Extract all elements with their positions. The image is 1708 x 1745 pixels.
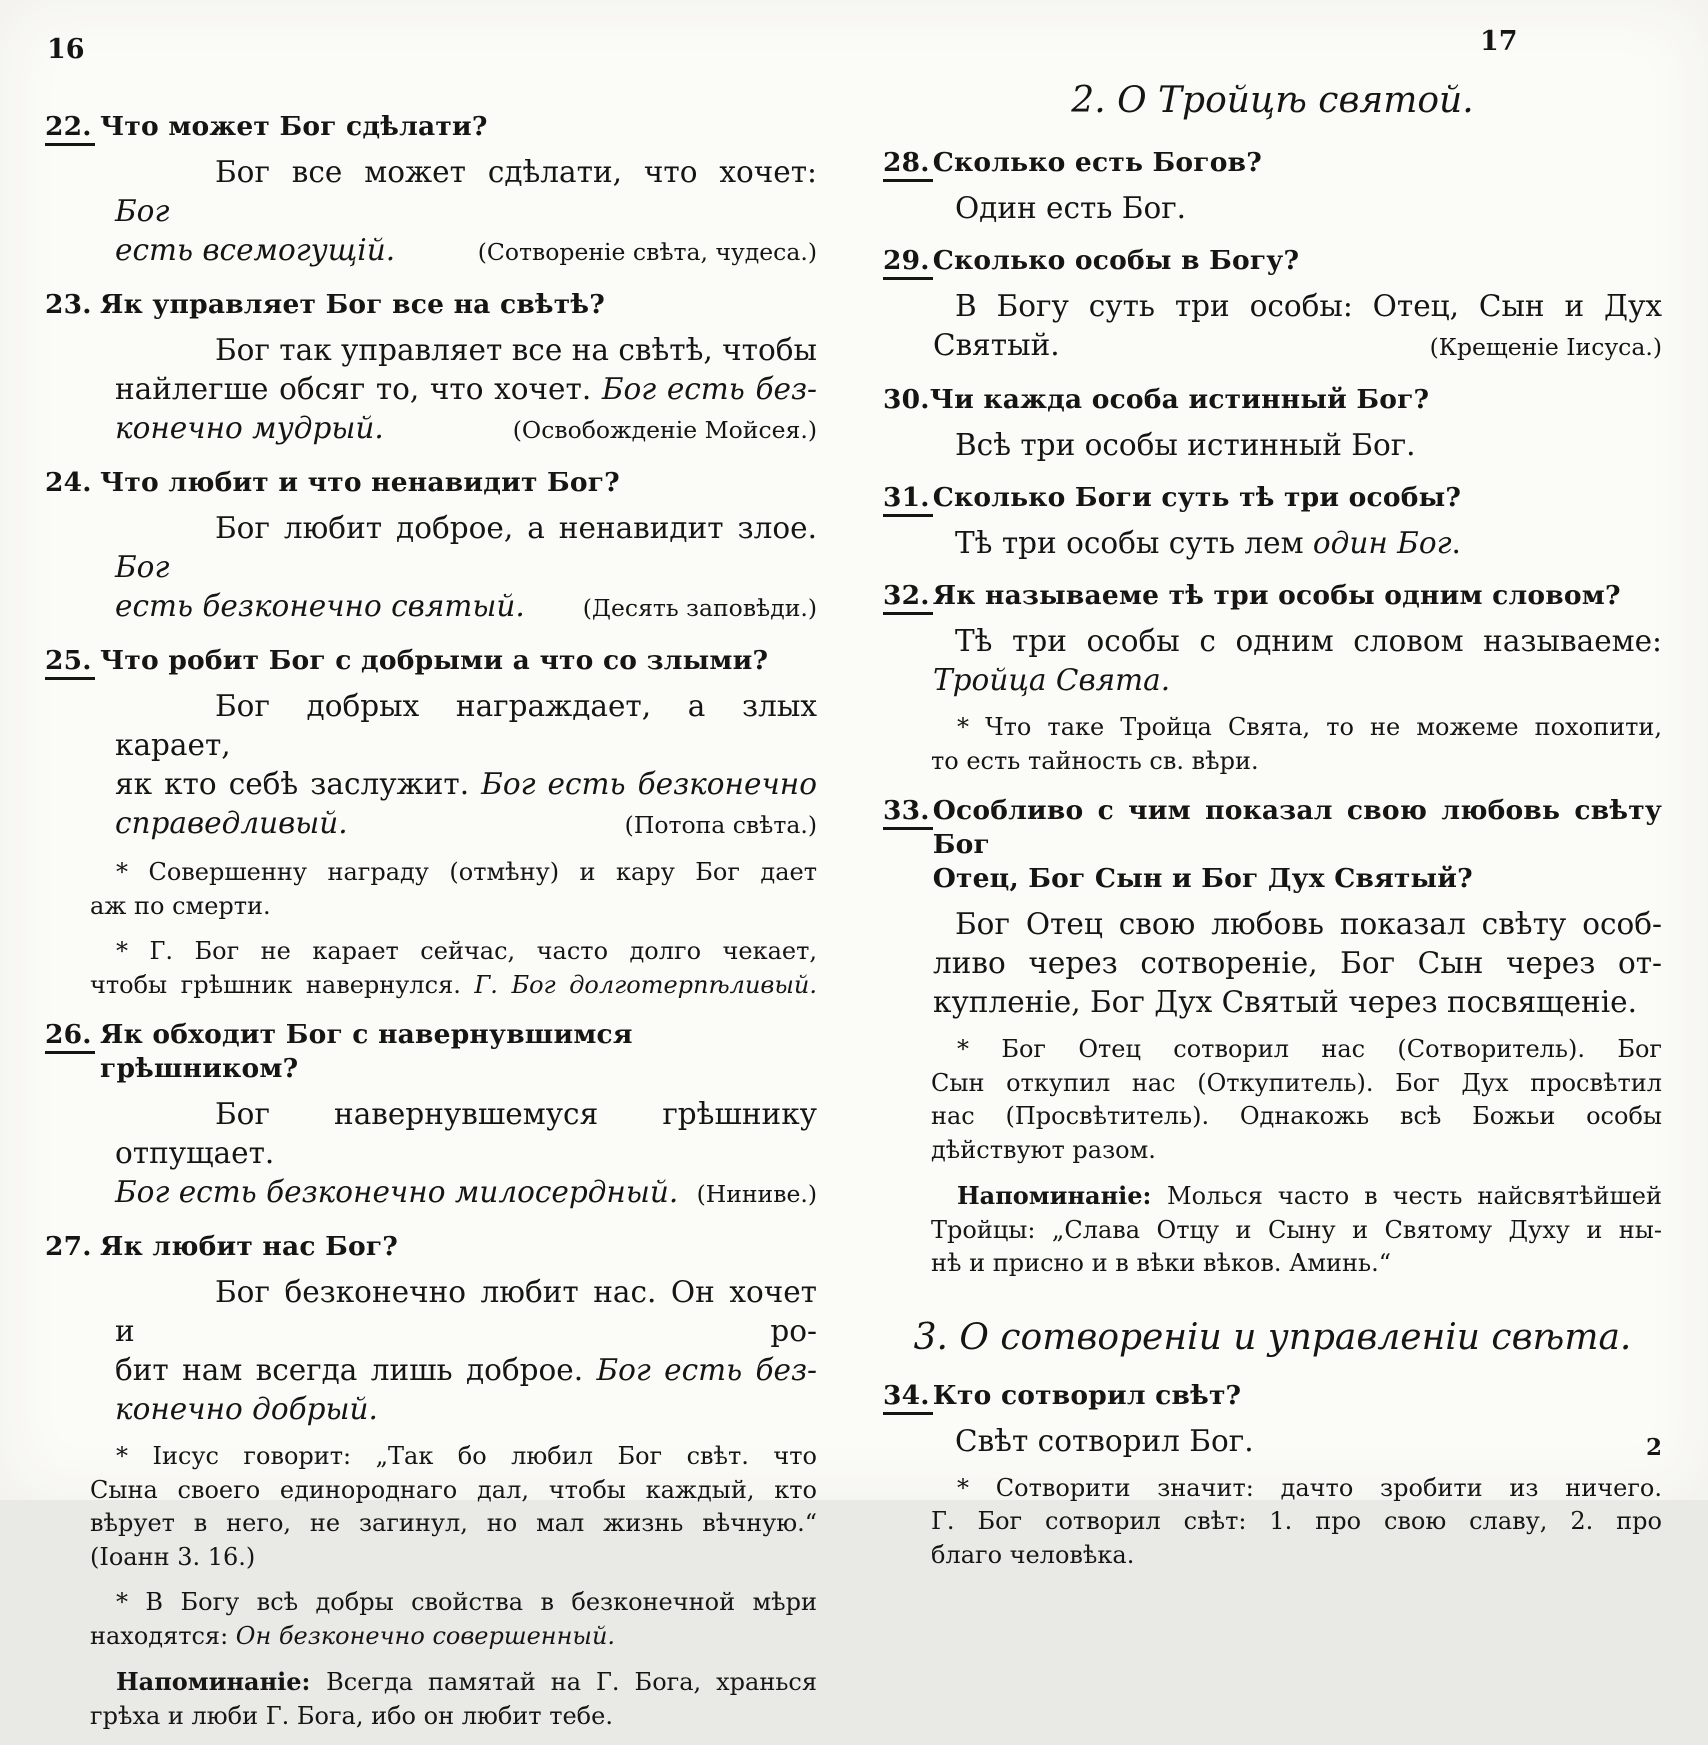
question-number-text: 30.: [883, 384, 930, 415]
question-number-text: 26.: [45, 1019, 95, 1054]
text-line: [931, 1539, 1662, 1573]
text-line: [90, 969, 817, 1003]
question-item: [45, 644, 817, 678]
text-line: [115, 687, 817, 765]
section-heading: 2. О Тройцѣ святой.: [1071, 80, 1474, 121]
text-segment: Бог все может сдѣлати, что хочет:: [215, 155, 817, 189]
text-segment: найлегше обсяг то, что хочет.: [115, 372, 602, 406]
answer-paragraph: [115, 153, 817, 272]
text-segment: есть всемогущій.: [115, 233, 396, 267]
note-paragraph: [931, 1033, 1662, 1167]
text-segment: ливо через сотвореніе, Бог Сын через от-: [933, 946, 1662, 980]
text-line: [931, 1505, 1662, 1539]
scripture-reference: (Сотвореніе свѣта, чудеса.): [477, 238, 817, 266]
question-number-text: 29.: [883, 245, 933, 280]
question-number: [45, 288, 100, 322]
question-text: [100, 1018, 817, 1086]
text-segment: то есть тайность св. вѣри.: [931, 746, 1259, 775]
text-segment: Всегда памятай на Г. Бога, хранься: [326, 1668, 817, 1696]
question-item: [883, 481, 1662, 515]
question-number-text: 32.: [883, 580, 933, 615]
text-line: [931, 1100, 1662, 1134]
line-text: [115, 409, 384, 448]
text-line: [115, 509, 817, 587]
question-line: Кто сотворил свѣт?: [932, 1379, 1242, 1411]
scripture-reference: (Крещеніе Іисуса.): [1429, 333, 1662, 361]
line-text: [933, 326, 1060, 365]
text-segment: * Іисус говорит: „Так бо любил Бог свѣт. что: [116, 1442, 817, 1470]
question-text: [933, 794, 1662, 896]
text-segment: Сына своего единороднаго дал, чтобы каждый, кто: [90, 1475, 817, 1504]
text-segment: грѣха и люби Г. Бога, ибо он любит тебе.: [90, 1701, 613, 1730]
page-left-column: [45, 94, 817, 1745]
text-segment: бит нам всегда лишь доброе.: [115, 1353, 597, 1387]
text-line: [933, 944, 1662, 983]
text-line: [933, 426, 1662, 465]
question-number-text: 23.: [45, 289, 92, 320]
text-line: [115, 765, 817, 804]
scripture-reference: (Десять заповѣди.): [582, 594, 817, 622]
text-segment: * Сотворити значит: дачто зробити из ничего.: [957, 1473, 1662, 1502]
scripture-reference: (Освобожденіе Мойсея.): [512, 416, 817, 444]
question-line: Что любит и что ненавидит Бог?: [100, 467, 620, 498]
note-paragraph: [90, 1665, 817, 1733]
question-line: Як называеме тѣ три особы одним словом?: [932, 580, 1621, 611]
question-item: [883, 244, 1662, 278]
question-number: [45, 1018, 100, 1086]
text-line: [933, 905, 1662, 944]
text-line: [931, 745, 1662, 779]
text-segment: Тѣ три особы суть лем: [955, 526, 1313, 560]
question-text: [100, 110, 817, 144]
line-text: [115, 804, 348, 843]
text-line: [933, 189, 1662, 228]
text-segment: Святый.: [933, 328, 1060, 362]
text-segment: В Богу суть три особы: Отец, Сын и Дух: [955, 289, 1662, 323]
text-segment: .: [1451, 526, 1461, 560]
text-line: [931, 1033, 1662, 1067]
question-item: [45, 1018, 817, 1086]
text-segment: благо человѣка.: [931, 1540, 1135, 1569]
text-segment: Бог есть безконечно: [481, 767, 817, 801]
question-number: [45, 1230, 100, 1264]
text-line: [90, 1474, 817, 1508]
text-line: [115, 231, 817, 272]
answer-paragraph: [115, 509, 817, 628]
question-number: [883, 794, 933, 896]
text-segment: Он безконечно совершенный.: [235, 1621, 616, 1650]
text-line: [933, 983, 1662, 1022]
text-segment: Тѣ три особы с одним словом называеме:: [955, 624, 1662, 658]
text-segment: чтобы грѣшник навернулся.: [90, 970, 475, 999]
question-item: [45, 288, 817, 322]
question-text: [100, 644, 817, 678]
text-segment: Тройца Свята.: [933, 663, 1171, 697]
text-line: [90, 1541, 817, 1575]
text-segment: * Совершенну награду (отмѣну) и кару Бог дает: [116, 858, 817, 886]
note-paragraph: [931, 711, 1662, 778]
question-text: [100, 466, 817, 500]
line-text: [115, 1173, 678, 1212]
question-number-text: 27.: [45, 1231, 92, 1262]
text-line: [115, 331, 817, 370]
text-line: [931, 1472, 1662, 1506]
scripture-reference: (Ниниве.): [696, 1180, 817, 1208]
text-line: [90, 1665, 817, 1700]
question-number-text: 33.: [883, 795, 933, 830]
text-segment: * В Богу всѣ добры свойства в безконечной мѣри: [116, 1588, 817, 1616]
text-line: [90, 1507, 817, 1541]
text-line: [933, 287, 1662, 326]
text-line: [115, 409, 817, 450]
question-text: [933, 481, 1662, 515]
text-line: [90, 1700, 817, 1734]
text-segment: находятся:: [90, 1621, 236, 1650]
text-segment: Бог любит доброе, а ненавидит злое.: [215, 511, 817, 545]
text-line: [933, 622, 1662, 661]
note-paragraph: [931, 1179, 1662, 1281]
question-item: [45, 110, 817, 144]
text-segment: Бог навернувшемуся грѣшнику отпущает.: [115, 1097, 817, 1170]
question-line: Сколько есть Богов?: [932, 147, 1262, 178]
text-line: [931, 1134, 1662, 1168]
text-line: [931, 1179, 1662, 1214]
text-line: [115, 1173, 817, 1214]
text-segment: Всѣ три особы истинный Бог.: [955, 428, 1416, 462]
text-line: [90, 890, 817, 924]
question-line: Что может Бог сдѣлати?: [100, 111, 488, 142]
answer-paragraph: [933, 905, 1662, 1022]
text-segment: Бог есть безконечно милосердный.: [115, 1175, 679, 1209]
text-line: [115, 1351, 817, 1390]
question-item: [45, 1230, 817, 1264]
text-segment: Один есть Бог.: [955, 191, 1187, 225]
page-number-right: 17: [1480, 26, 1518, 57]
text-segment: * Что таке Тройца Свята, то не можеме похопити,: [957, 713, 1662, 741]
text-segment: Г. Бог долготерпѣливый.: [474, 970, 818, 999]
question-line: Особливо с чим показал свою любовь свѣту Бог: [932, 795, 1662, 860]
text-segment: Сын откупил нас (Откупитель). Бог Дух просвѣтил: [931, 1068, 1662, 1097]
text-line: [933, 524, 1662, 563]
answer-paragraph: [933, 189, 1662, 228]
text-line: [933, 326, 1662, 367]
text-line: [931, 711, 1662, 745]
page-right-column: [883, 76, 1662, 1584]
note-paragraph: [90, 856, 817, 923]
question-text: [100, 1230, 817, 1264]
question-number-text: 31.: [883, 482, 933, 517]
question-number: [45, 466, 100, 500]
question-item: [883, 579, 1662, 613]
question-line: Як обходит Бог с навернувшимся грѣшником?: [100, 1019, 633, 1084]
scripture-reference: (Потопа свѣта.): [624, 811, 817, 839]
text-segment: Напоминаніе:: [116, 1667, 327, 1696]
question-line: Як управляет Бог все на свѣтѣ?: [100, 289, 605, 320]
text-segment: Бог безконечно любит нас. Он хочет и ро-: [115, 1275, 817, 1348]
question-line: Сколько особы в Богу?: [932, 245, 1300, 276]
question-number: [883, 481, 933, 515]
text-line: [90, 1440, 817, 1474]
answer-paragraph: [933, 426, 1662, 465]
question-number: [883, 383, 930, 417]
text-segment: * Бог Отец сотворил нас (Сотворитель). Бог: [957, 1035, 1662, 1063]
question-number: [45, 644, 100, 678]
text-line: [931, 1214, 1662, 1248]
text-segment: Бог есть без-: [601, 372, 817, 406]
note-paragraph: [90, 1586, 817, 1653]
line-text: [115, 587, 525, 626]
question-item: [883, 146, 1662, 180]
text-segment: купленіе, Бог Дух Святый через посвященіе.: [933, 985, 1637, 1019]
question-number-text: 24.: [45, 467, 92, 498]
text-segment: Напоминаніе:: [957, 1181, 1168, 1210]
question-number-text: 28.: [883, 147, 933, 182]
text-segment: конечно добрый.: [115, 1392, 378, 1426]
text-segment: один Бог: [1312, 526, 1452, 560]
note-paragraph: [90, 1440, 817, 1574]
answer-paragraph: [933, 524, 1662, 563]
text-segment: нѣ и присно и в вѣки вѣков. Аминь.“: [931, 1249, 1391, 1277]
text-segment: Бог Отец свою любовь показал свѣту особ-: [955, 907, 1662, 941]
answer-paragraph: [115, 687, 817, 845]
text-segment: * Г. Бог не карает сейчас, часто долго чекает,: [116, 937, 817, 965]
text-line: [115, 1273, 817, 1351]
question-text: [933, 146, 1662, 180]
question-number-text: 34.: [883, 1380, 933, 1415]
text-segment: справедливый.: [115, 806, 348, 840]
text-segment: Г. Бог сотворил свѣт: 1. про свою славу, 2. про: [931, 1507, 1662, 1535]
text-segment: аж по смерти.: [90, 891, 271, 920]
text-segment: дѣйствуют разом.: [931, 1135, 1156, 1164]
signature-mark: 2: [1646, 1434, 1663, 1461]
note-paragraph: [931, 1472, 1662, 1573]
text-segment: Молься часто в честь найсвятѣйшей: [1167, 1182, 1663, 1210]
text-line: [931, 1247, 1662, 1281]
text-segment: Тройцы: „Слава Отцу и Сыну и Святому Духу и ны-: [931, 1215, 1662, 1244]
question-text: [933, 1379, 1662, 1413]
text-line: [933, 1422, 1662, 1461]
question-item: [883, 794, 1662, 896]
answer-paragraph: [933, 622, 1662, 700]
section-heading: 3. О сотвореніи и управленіи свѣта.: [913, 1316, 1632, 1358]
text-segment: Бог: [115, 194, 170, 228]
question-text: [933, 244, 1662, 278]
answer-paragraph: [933, 1422, 1662, 1461]
text-segment: (Іоанн 3. 16.): [90, 1542, 256, 1571]
question-number: [883, 244, 933, 278]
question-number: [883, 1379, 933, 1413]
answer-paragraph: [115, 331, 817, 450]
question-item: [45, 466, 817, 500]
note-paragraph: [90, 935, 817, 1002]
question-text: [930, 383, 1662, 417]
page-number-left: 16: [47, 34, 85, 65]
line-text: [115, 231, 395, 270]
question-number: [45, 110, 100, 144]
text-segment: Свѣт сотворил Бог.: [955, 1423, 1254, 1458]
answer-paragraph: [115, 1273, 817, 1429]
question-number-text: 25.: [45, 645, 95, 680]
text-line: [933, 661, 1662, 700]
question-text: [100, 288, 817, 322]
answer-paragraph: [933, 287, 1662, 367]
text-segment: нас (Просвѣтитель). Однакожь всѣ Божьи особы: [931, 1102, 1662, 1130]
question-line: Отец, Бог Сын и Бог Дух Святый?: [932, 863, 1473, 894]
text-line: [115, 1390, 817, 1429]
question-number: [883, 146, 933, 180]
text-segment: Бог: [115, 550, 170, 584]
text-segment: як кто себѣ заслужит.: [115, 767, 482, 801]
text-line: [115, 587, 817, 628]
question-item: [883, 1379, 1662, 1413]
question-line: Чи кажда особа истинный Бог?: [929, 384, 1430, 415]
text-line: [90, 1620, 817, 1654]
question-item: [883, 383, 1662, 417]
text-line: [90, 935, 817, 969]
question-line: Як любит нас Бог?: [100, 1231, 398, 1262]
text-segment: Бог так управляет все на свѣтѣ, чтобы: [215, 333, 817, 367]
text-segment: вѣрует в него, не загинул, но мал жизнь вѣчную.“: [90, 1509, 817, 1537]
text-line: [115, 804, 817, 845]
text-line: [90, 1586, 817, 1620]
text-line: [90, 856, 817, 890]
text-segment: Бог есть без-: [596, 1353, 817, 1387]
text-segment: есть безконечно святый.: [115, 589, 525, 623]
question-number-text: 22.: [45, 111, 95, 146]
text-line: [115, 370, 817, 409]
question-line: Сколько Боги суть тѣ три особы?: [932, 482, 1462, 513]
question-number: [883, 579, 933, 613]
question-line: Что робит Бог с добрыми а что со злыми?: [100, 645, 769, 676]
text-segment: Бог добрых награждает, а злых карает,: [115, 689, 817, 762]
question-text: [933, 579, 1662, 613]
text-segment: конечно мудрый.: [115, 411, 384, 445]
text-line: [115, 153, 817, 231]
answer-paragraph: [115, 1095, 817, 1214]
text-line: [115, 1095, 817, 1173]
text-line: [931, 1067, 1662, 1101]
